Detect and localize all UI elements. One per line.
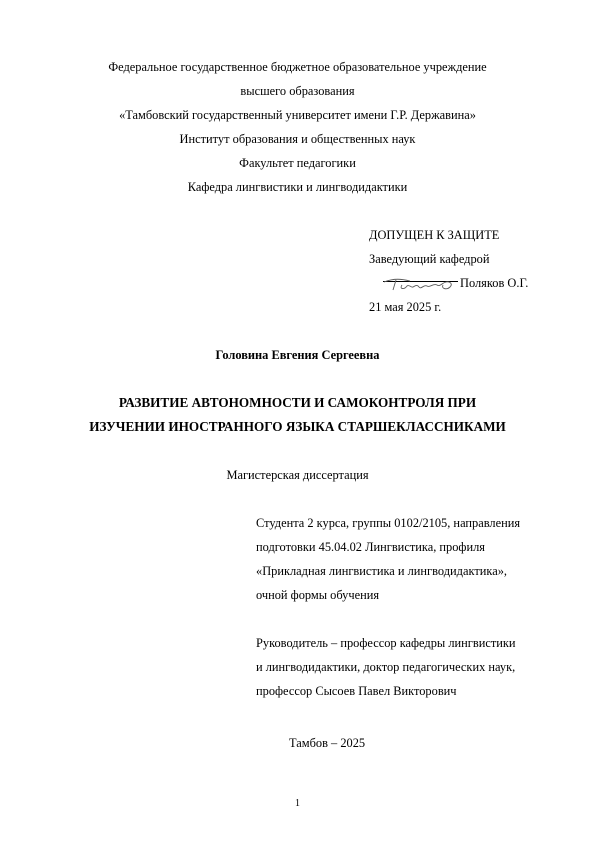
approval-date: 21 мая 2025 г. [369,300,442,314]
education-level: высшего образования [240,84,355,98]
title-line-1: РАЗВИТИЕ АВТОНОМНОСТИ И САМОКОНТРОЛЯ ПРИ [118,395,477,410]
university-name: «Тамбовский государственный университет имени Г.Р. Державина» [119,108,476,122]
approval-heading: ДОПУЩЕН К ЗАЩИТЕ [369,228,500,242]
institution-type: Федеральное государственное бюджетное образовательное учреждение [108,60,487,74]
author-name: Головина Евгения Сергеевна [215,348,380,362]
faculty-name: Факультет педагогики [239,156,356,170]
student-line-4: очной формы обучения [256,588,380,602]
title-line-2: ИЗУЧЕНИИ ИНОСТРАННОГО ЯЗЫКА СТАРШЕКЛАССНИКАМИ [89,419,506,434]
approval-position: Заведующий кафедрой [369,252,490,266]
signature-image [380,274,465,294]
department-name: Кафедра лингвистики и лингводидактики [187,180,408,194]
institute-name: Институт образования и общественных наук [179,132,416,146]
student-line-3: «Прикладная лингвистика и лингводидактика», [256,564,508,578]
page-number: 1 [295,798,300,809]
supervisor-line-1: Руководитель – профессор кафедры лингвистики [256,636,516,650]
city-year: Тамбов – 2025 [289,736,366,750]
student-line-1: Студента 2 курса, группы 0102/2105, направления [256,516,521,530]
supervisor-line-3: профессор Сысоев Павел Викторович [256,684,457,698]
supervisor-line-2: и лингводидактики, доктор педагогических наук, [256,660,516,674]
work-type: Магистерская диссертация [226,468,369,482]
student-line-2: подготовки 45.04.02 Лингвистика, профиля [256,540,485,554]
approver-name: Поляков О.Г. [460,276,529,290]
